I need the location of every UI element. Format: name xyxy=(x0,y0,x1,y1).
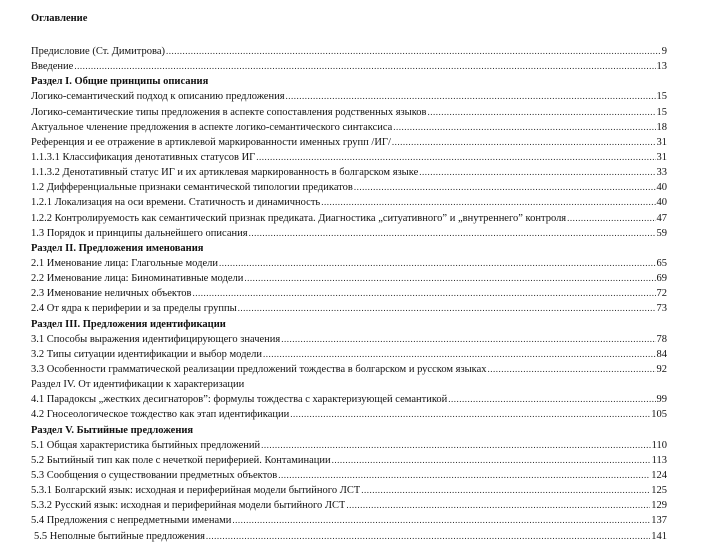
toc-entry-label: 1.1.3.2 Денотативный статус ИГ и их артиклевая маркированность в болгарском языке xyxy=(31,167,419,179)
toc-entry-label: 2.4 От ядра к периферии и за пределы группы xyxy=(31,303,237,315)
toc-entry-label: Раздел II. Предложения именования xyxy=(31,242,204,254)
toc-dot-leader xyxy=(419,165,655,180)
toc-entry-label: 1.2 Дифференциальные признаки семантической типологии предикатов xyxy=(31,182,353,194)
toc-dot-leader xyxy=(281,332,655,347)
toc-entry-label: 5.3.2 Русский язык: исходная и периферийная модели бытийного ЛСТ xyxy=(31,500,346,512)
toc-entry xyxy=(31,498,667,513)
toc-entry xyxy=(31,59,667,74)
toc-page-number: 40 xyxy=(656,182,667,194)
toc-entry xyxy=(31,377,667,392)
toc-heading: Оглавление xyxy=(31,13,88,24)
toc-page-number: 40 xyxy=(656,197,667,209)
toc-page-number: 129 xyxy=(651,500,667,512)
toc-page-number: 47 xyxy=(656,212,667,224)
toc-page-number: 124 xyxy=(651,469,667,481)
toc-entry-label: 1.3 Порядок и принципы дальнейшего описания xyxy=(31,227,248,239)
toc-dot-leader xyxy=(567,211,655,226)
toc-page-number: 31 xyxy=(656,136,667,148)
toc-entry-label: Логико-семантические типы предложения в аспекте сопоставления родственных языков xyxy=(31,106,427,118)
toc-entry-label: 5.3 Сообщения о существовании предметных объектов xyxy=(31,469,278,481)
toc-entry-label: Раздел I. Общие принципы описания xyxy=(31,76,209,88)
toc-page-number: 84 xyxy=(656,348,667,360)
toc-entry-label: 3.3 Особенности грамматической реализации предложений тождества в болгарском и русском языках xyxy=(31,363,487,375)
toc-entry xyxy=(31,150,667,165)
toc-entry-label: 3.2 Типы ситуации идентификации и выбор модели xyxy=(31,348,262,360)
toc-entry-label: Логико-семантический подход к описанию предложения xyxy=(31,91,285,103)
toc-entry xyxy=(31,165,667,180)
toc-dot-leader xyxy=(166,44,661,59)
toc-dot-leader xyxy=(346,498,650,513)
toc-entry-label: Раздел III. Предложения идентификации xyxy=(31,318,226,330)
toc-entry-label: 5.3.1 Болгарский язык: исходная и периферийная модели бытийного ЛСТ xyxy=(31,485,361,497)
toc-entry xyxy=(31,529,667,544)
toc-page-number: 69 xyxy=(656,273,667,285)
toc-section-heading xyxy=(31,74,667,89)
toc-dot-leader xyxy=(290,407,650,422)
toc-entry-label: 5.2 Бытийный тип как поле с нечеткой периферией. Контаминации xyxy=(31,454,331,466)
toc-dot-leader xyxy=(263,347,656,362)
toc-entry xyxy=(31,105,667,120)
toc-entry xyxy=(31,195,667,210)
toc-entry-label: 2.3 Именование неличных объектов xyxy=(31,288,192,300)
toc-dot-leader xyxy=(219,256,656,271)
toc-entry xyxy=(31,180,667,195)
toc-section-heading xyxy=(31,317,667,332)
toc-page-number: 73 xyxy=(656,303,667,315)
toc-dot-leader xyxy=(392,135,656,150)
toc-dot-leader xyxy=(256,150,655,165)
toc-entry xyxy=(31,468,667,483)
toc-dot-leader xyxy=(232,513,650,528)
toc-page-number: 110 xyxy=(651,439,667,451)
toc-entry-label: Актуальное членение предложения в аспекте логико-семантического синтаксиса xyxy=(31,121,393,133)
toc-entry xyxy=(31,332,667,347)
toc-entry-label: 1.2.1 Локализация на оси времени. Статичность и динамичность xyxy=(31,197,321,209)
toc-page-number: 99 xyxy=(656,394,667,406)
toc-dot-leader xyxy=(428,105,656,120)
toc-page-number: 15 xyxy=(656,91,667,103)
toc-entry-label: 4.1 Парадоксы „жестких десигнаторов”: формулы тождества с характеризующей семантикой xyxy=(31,394,448,406)
toc-page-number: 141 xyxy=(651,530,667,542)
toc-dot-leader xyxy=(206,529,650,544)
toc-entry-label: 4.2 Гносеологическое тождество как этап идентификации xyxy=(31,409,290,421)
toc-entry-label: 5.1 Общая характеристика бытийных предложений xyxy=(31,439,261,451)
toc-dot-leader xyxy=(74,59,655,74)
toc-entry xyxy=(31,89,667,104)
toc-list xyxy=(31,44,667,544)
toc-page-number: 113 xyxy=(651,454,667,466)
toc-entry xyxy=(31,407,667,422)
toc-entry-label: 5.5 Неполные бытийные предложения xyxy=(34,530,205,542)
toc-section-heading xyxy=(31,423,667,438)
toc-page-number: 59 xyxy=(656,227,667,239)
toc-entry xyxy=(31,438,667,453)
toc-dot-leader xyxy=(238,301,656,316)
toc-dot-leader xyxy=(361,483,650,498)
toc-entry-label: Референция и ее отражение в артиклевой маркированности именных групп /ИГ/ xyxy=(31,136,391,148)
toc-page-number: 15 xyxy=(656,106,667,118)
toc-dot-leader xyxy=(354,180,656,195)
toc-entry-label: 1.1.3.1 Классификация денотативных статусов ИГ xyxy=(31,151,256,163)
toc-entry xyxy=(31,301,667,316)
toc-dot-leader xyxy=(193,286,656,301)
toc-entry xyxy=(31,135,667,150)
toc-entry-label: 3.1 Способы выражения идентифицирующего значения xyxy=(31,333,281,345)
toc-entry xyxy=(31,347,667,362)
toc-entry xyxy=(31,226,667,241)
toc-page-number: 137 xyxy=(651,515,667,527)
toc-dot-leader xyxy=(249,226,656,241)
toc-page-number: 9 xyxy=(661,46,667,57)
toc-dot-leader xyxy=(448,392,655,407)
toc-page-number: 105 xyxy=(651,409,667,421)
toc-page-number: 92 xyxy=(656,363,667,375)
toc-dot-leader xyxy=(278,468,650,483)
toc-entry xyxy=(31,513,667,528)
toc-section-heading xyxy=(31,241,667,256)
toc-entry-label: 1.2.2 Контролируемость как семантический признак предиката. Диагностика „ситуативного” и „внутреннего” контроля xyxy=(31,212,567,224)
toc-entry-label: 2.1 Именование лица: Глагольные модели xyxy=(31,257,218,269)
toc-dot-leader xyxy=(261,438,651,453)
toc-dot-leader xyxy=(332,453,651,468)
toc-page-number: 65 xyxy=(656,257,667,269)
toc-entry xyxy=(31,286,667,301)
toc-dot-leader xyxy=(321,195,655,210)
toc-entry-label: Раздел V. Бытийные предложения xyxy=(31,424,194,436)
toc-entry-label: 2.2 Именование лица: Биноминативные модели xyxy=(31,273,244,285)
toc-dot-leader xyxy=(393,120,655,135)
toc-dot-leader xyxy=(244,271,655,286)
toc-entry xyxy=(31,392,667,407)
toc-page-number: 33 xyxy=(656,167,667,179)
toc-page-number: 31 xyxy=(656,151,667,163)
toc-page-number: 13 xyxy=(656,61,667,73)
toc-entry-label: Раздел IV. От идентификации к характеризации xyxy=(31,379,245,391)
toc-entry xyxy=(31,120,667,135)
toc-page-number: 72 xyxy=(656,288,667,300)
toc-entry xyxy=(31,271,667,286)
toc-page-number: 18 xyxy=(656,121,667,133)
toc-entry xyxy=(31,256,667,271)
toc-entry-label: Предисловие (Ст. Димитрова) xyxy=(31,46,165,57)
toc-page-number: 125 xyxy=(651,485,667,497)
toc-entry-label: Введение xyxy=(31,61,74,73)
document-page xyxy=(31,12,667,544)
toc-entry xyxy=(31,211,667,226)
toc-page-number: 78 xyxy=(656,333,667,345)
toc-entry xyxy=(31,483,667,498)
toc-entry xyxy=(31,44,667,59)
toc-dot-leader xyxy=(286,89,656,104)
toc-entry xyxy=(31,453,667,468)
toc-dot-leader xyxy=(488,362,656,377)
toc-entry-label: 5.4 Предложения с непредметными именами xyxy=(31,515,232,527)
toc-entry xyxy=(31,362,667,377)
